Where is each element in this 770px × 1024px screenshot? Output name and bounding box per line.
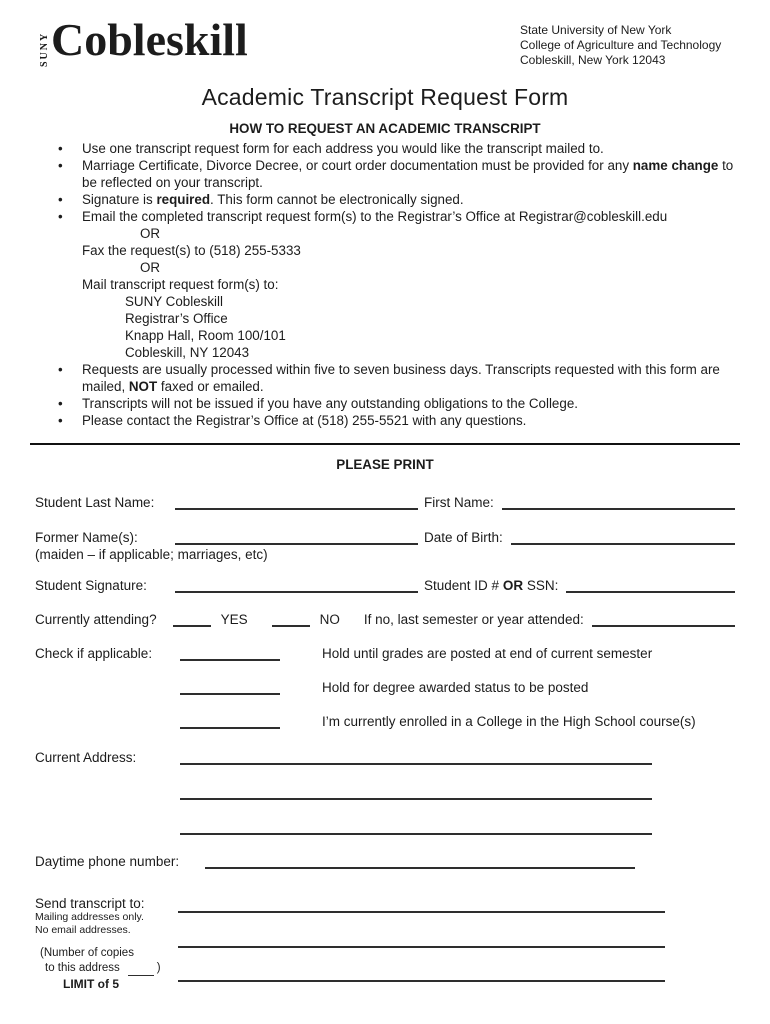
send-to-field-2[interactable] xyxy=(178,946,665,948)
mail-address-line-3: Knapp Hall, Room 100/101 xyxy=(125,328,286,343)
bullet-icon: • xyxy=(58,192,63,207)
name-row xyxy=(35,492,735,510)
current-address-field-2[interactable] xyxy=(180,784,652,800)
hold-grades-label: Hold until grades are posted at end of current semester xyxy=(322,646,653,661)
instruction-text: Marriage Certificate, Divorce Decree, or court order documentation must be provided for any name change to be reflected on your transcript. xyxy=(82,158,734,190)
instructions-heading: HOW TO REQUEST AN ACADEMIC TRANSCRIPT xyxy=(229,121,541,136)
instruction-text: Transcripts will not be issued if you have any outstanding obligations to the College. xyxy=(82,396,578,411)
header xyxy=(0,0,770,68)
address-line-1: State University of New York xyxy=(520,23,672,37)
address-line-3: Cobleskill, New York 12043 xyxy=(520,53,666,67)
form-body xyxy=(35,492,735,992)
copies-count-field[interactable] xyxy=(128,965,154,976)
last-semester-field[interactable] xyxy=(592,611,735,627)
logo-cobleskill-text: Cobleskill xyxy=(51,14,248,65)
send-to-field-3[interactable] xyxy=(178,980,665,982)
check-applicable-row-3 xyxy=(35,711,735,729)
bullet-icon: • xyxy=(58,209,63,224)
mailing-note-2: No email addresses. xyxy=(35,924,131,936)
student-signature-field[interactable] xyxy=(175,577,418,593)
suny-cobleskill-logo xyxy=(40,16,248,67)
student-last-name-label: Student Last Name: xyxy=(35,495,155,510)
first-name-field[interactable] xyxy=(502,494,735,510)
enrolled-college-hs-check-field[interactable] xyxy=(180,713,280,729)
current-address-row-2 xyxy=(35,782,735,800)
no-checkbox-field[interactable] xyxy=(272,611,310,627)
current-address-row-3 xyxy=(35,817,735,835)
section-divider xyxy=(30,443,740,445)
no-label: NO xyxy=(319,612,340,627)
send-transcript-labels xyxy=(35,896,175,992)
instruction-text: Email the completed transcript request form(s) to the Registrar’s Office at Registrar@cobleskill.edu xyxy=(82,209,668,224)
mail-instruction: Mail transcript request form(s) to: xyxy=(82,277,279,292)
number-of-copies-note xyxy=(35,946,175,992)
copies-note-line-1: (Number of copies xyxy=(40,947,134,959)
bullet-icon: • xyxy=(58,396,63,411)
bullet-icon: • xyxy=(58,141,63,156)
instructions-section xyxy=(30,120,740,429)
limit-note: LIMIT of 5 xyxy=(63,977,119,991)
bullet-icon: • xyxy=(58,158,63,173)
daytime-phone-field[interactable] xyxy=(205,853,635,869)
current-address-field-1[interactable] xyxy=(180,749,652,765)
address-line-2: College of Agriculture and Technology xyxy=(520,38,722,52)
currently-attending-label: Currently attending? xyxy=(35,612,157,627)
signature-row xyxy=(35,575,735,593)
former-name-row xyxy=(35,527,735,545)
check-if-applicable-label: Check if applicable: xyxy=(35,646,153,661)
send-transcript-block xyxy=(35,896,735,992)
or-separator: OR xyxy=(140,260,161,275)
former-names-label: Former Name(s): xyxy=(35,530,138,545)
check-applicable-row-1 xyxy=(35,643,735,661)
bullet-icon: • xyxy=(58,413,63,428)
yes-label: YES xyxy=(220,612,248,627)
logo-suny-vertical-text: SUNY xyxy=(39,31,50,67)
mail-address-line-2: Registrar’s Office xyxy=(125,311,228,326)
maiden-note: (maiden – if applicable; marriages, etc) xyxy=(35,547,268,562)
student-signature-label: Student Signature: xyxy=(35,578,147,593)
daytime-phone-label: Daytime phone number: xyxy=(35,854,180,869)
student-last-name-field[interactable] xyxy=(175,494,418,510)
instruction-text: Please contact the Registrar’s Office at (518) 255-5521 with any questions. xyxy=(82,413,527,428)
send-transcript-fields xyxy=(178,896,665,982)
student-id-label: Student ID # OR SSN: xyxy=(424,578,559,593)
bullet-icon: • xyxy=(58,362,63,377)
page-title: Academic Transcript Request Form xyxy=(201,84,569,110)
send-to-field-1[interactable] xyxy=(178,911,665,913)
instruction-item xyxy=(30,157,740,191)
currently-attending-row xyxy=(35,609,735,627)
current-address-field-3[interactable] xyxy=(180,819,652,835)
student-id-field[interactable] xyxy=(566,577,735,593)
instruction-text: Use one transcript request form for each address you would like the transcript mailed to. xyxy=(82,141,604,156)
former-names-field[interactable] xyxy=(175,529,418,545)
enrolled-college-hs-label: I’m currently enrolled in a College in the High School course(s) xyxy=(322,714,696,729)
date-of-birth-field[interactable] xyxy=(511,529,735,545)
mail-address-line-4: Cobleskill, NY 12043 xyxy=(125,345,250,360)
instruction-text: Signature is required. This form cannot be electronically signed. xyxy=(82,192,464,207)
hold-degree-check-field[interactable] xyxy=(180,679,280,695)
mail-address-line-1: SUNY Cobleskill xyxy=(125,294,223,309)
first-name-label: First Name: xyxy=(424,495,494,510)
instruction-item xyxy=(30,191,740,208)
instruction-item xyxy=(30,412,740,429)
college-address-block xyxy=(520,16,740,68)
instruction-item xyxy=(30,395,740,412)
hold-degree-label: Hold for degree awarded status to be posted xyxy=(322,680,589,695)
instruction-text: Requests are usually processed within five to seven business days. Transcripts requested with this form are mailed, NOT faxed or emailed. xyxy=(82,362,720,394)
or-separator: OR xyxy=(140,226,161,241)
copies-note-line-2: to this address ) xyxy=(45,962,161,974)
current-address-row-1 xyxy=(35,747,735,765)
hold-grades-check-field[interactable] xyxy=(180,645,280,661)
daytime-phone-row xyxy=(35,851,735,869)
current-address-label: Current Address: xyxy=(35,750,137,765)
fax-instruction: Fax the request(s) to (518) 255-5333 xyxy=(82,243,301,258)
check-applicable-row-2 xyxy=(35,677,735,695)
instruction-item xyxy=(30,140,740,157)
please-print-heading: PLEASE PRINT xyxy=(336,457,434,472)
instruction-item xyxy=(30,361,740,395)
if-no-label: If no, last semester or year attended: xyxy=(363,612,584,627)
send-transcript-to-label: Send transcript to: xyxy=(35,896,145,911)
date-of-birth-label: Date of Birth: xyxy=(424,530,503,545)
instruction-item xyxy=(30,208,740,225)
mailing-note-1: Mailing addresses only. xyxy=(35,911,144,923)
yes-checkbox-field[interactable] xyxy=(173,611,211,627)
